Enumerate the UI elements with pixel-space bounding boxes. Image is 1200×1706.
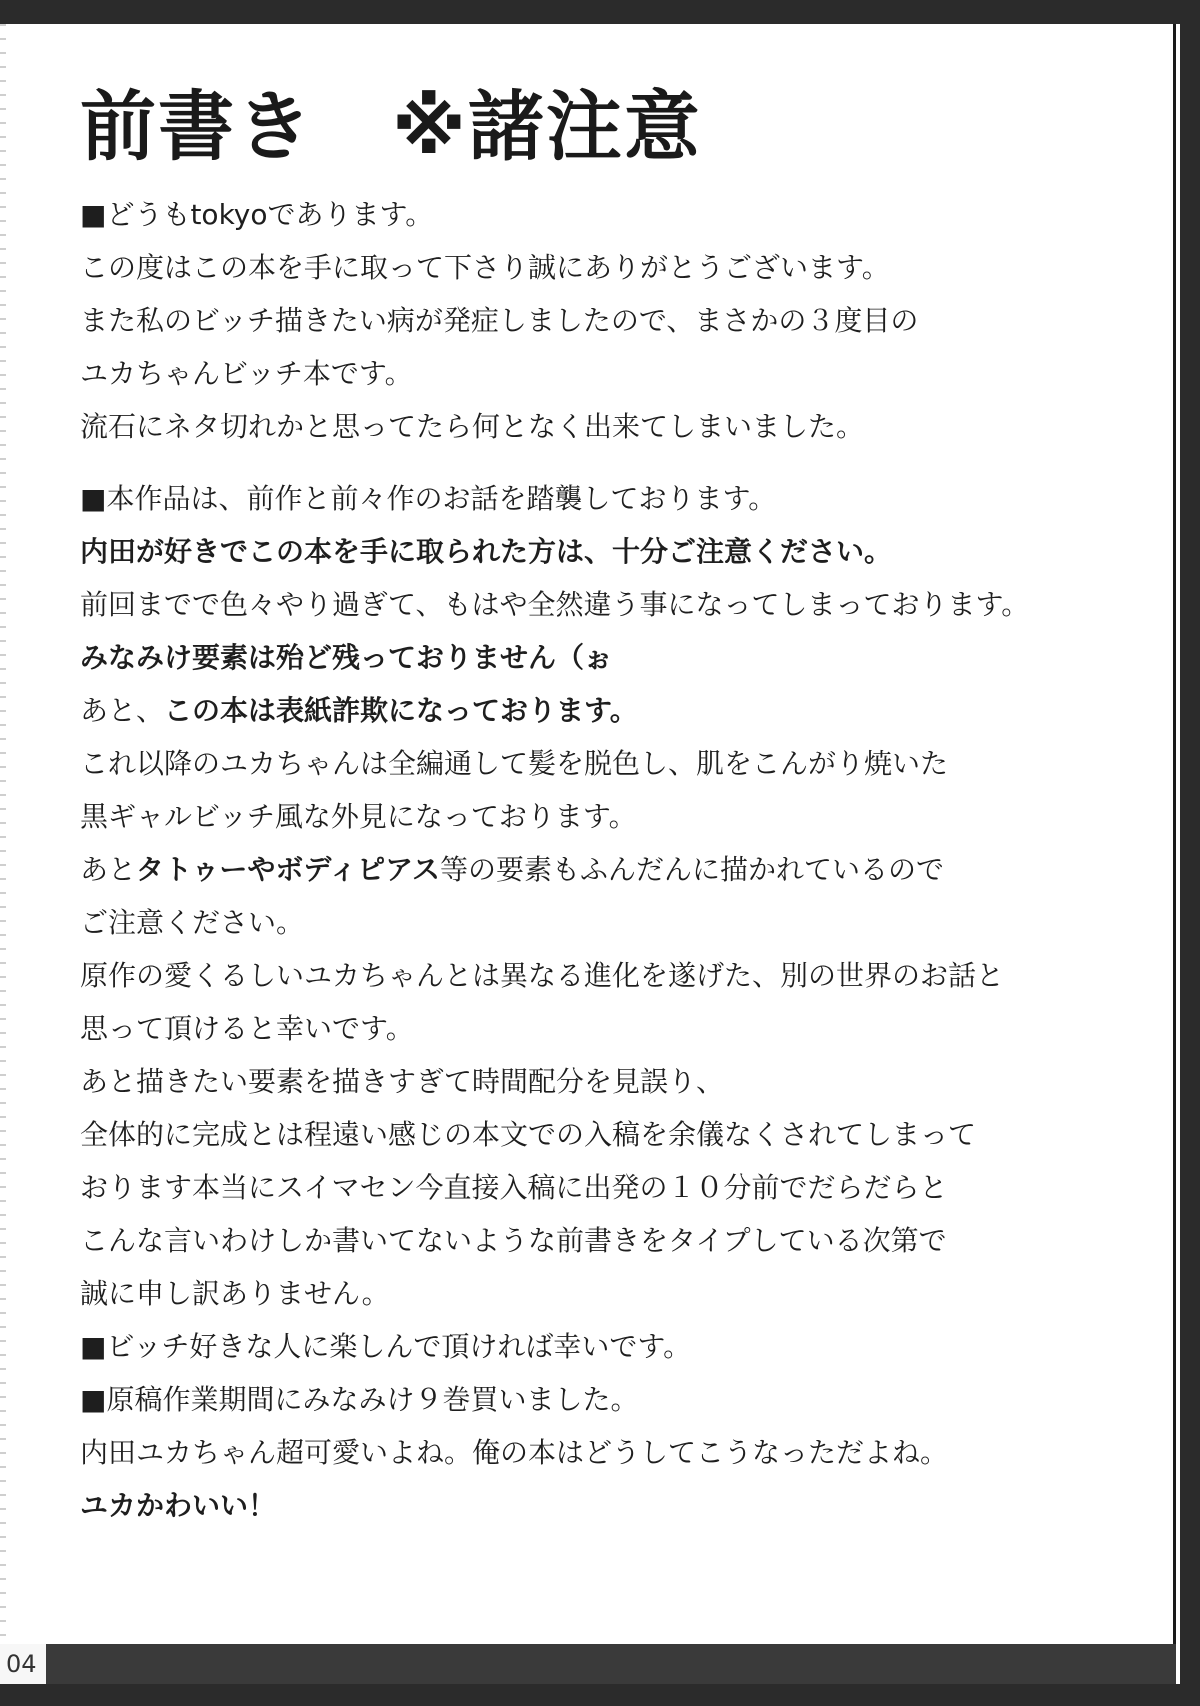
emphasis-text: この本は表紙詐欺になっております。	[164, 694, 638, 727]
text-segment: 前回までで色々やり過ぎて、もはや全然違う事になってしまっております。	[80, 588, 1030, 621]
text-line	[80, 949, 1140, 1002]
text-line	[80, 241, 1140, 294]
text-line	[80, 294, 1140, 347]
text-line	[80, 843, 1140, 896]
paragraph-gap	[80, 453, 1140, 472]
text-line	[80, 1373, 1140, 1426]
page-number: 04	[6, 1650, 37, 1678]
text-segment: 思って頂けると幸いです。	[80, 1012, 414, 1045]
text-line	[80, 631, 1140, 684]
text-segment: ■原稿作業期間にみなみけ９巻買いました。	[80, 1383, 639, 1416]
text-segment: 等の要素もふんだんに描かれているので	[439, 853, 944, 886]
text-line	[80, 525, 1140, 578]
text-segment: 黒ギャルビッチ風な外見になっております。	[80, 800, 637, 833]
scan-border-top	[0, 0, 1200, 24]
text-line	[80, 1320, 1140, 1373]
text-segment: この度はこの本を手に取って下さり誠にありがとうございます。	[80, 251, 890, 284]
text-line	[80, 1002, 1140, 1055]
scan-border-bottom	[0, 1684, 1200, 1706]
text-line	[80, 684, 1140, 737]
text-segment: 原作の愛くるしいユカちゃんとは異なる進化を遂げた、別の世界のお話と	[80, 959, 1005, 992]
text-segment: ご注意ください。	[80, 906, 305, 939]
scan-border-right	[1180, 0, 1200, 1706]
text-line	[80, 347, 1140, 400]
text-segment: ■ビッチ好きな人に楽しんで頂ければ幸いです。	[80, 1330, 692, 1363]
emphasis-text: ユカかわいい！	[80, 1489, 277, 1522]
text-segment: 全体的に完成とは程遠い感じの本文での入稿を余儀なくされてしまって	[80, 1118, 977, 1151]
text-segment: おります本当にスイマセン今直接入稿に出発の１０分前でだらだらと	[80, 1171, 948, 1204]
page-footer-band	[0, 1644, 1176, 1684]
text-line	[80, 790, 1140, 843]
text-segment: あと描きたい要素を描きすぎて時間配分を見誤り、	[80, 1065, 725, 1098]
text-segment: ■本作品は、前作と前々作のお話を踏襲しております。	[80, 482, 777, 515]
text-segment: ユカちゃんビッチ本です。	[80, 357, 413, 390]
text-segment: 流石にネタ切れかと思ってたら何となく出来てしまいました。	[80, 410, 865, 443]
text-line	[80, 1426, 1140, 1479]
text-segment: 誠に申し訳ありません。	[80, 1277, 390, 1310]
text-segment: これ以降のユカちゃんは全編通して髪を脱色し、肌をこんがり焼いた	[80, 747, 949, 780]
text-line	[80, 1214, 1140, 1267]
page-title: 前書き ※諸注意	[80, 82, 702, 171]
text-line	[80, 737, 1140, 790]
text-line	[80, 188, 1140, 241]
text-segment: ■どうもtokyoであります。	[80, 198, 434, 231]
text-line	[80, 896, 1140, 949]
emphasis-text: みなみけ要素は殆ど残っておりません（ぉ	[80, 641, 613, 674]
text-segment: また私のビッチ描きたい病が発症しましたので、まさかの３度目の	[80, 304, 919, 337]
text-line	[80, 472, 1140, 525]
text-line	[80, 1267, 1140, 1320]
paragraph	[80, 188, 1140, 453]
text-line	[80, 1108, 1140, 1161]
text-line	[80, 578, 1140, 631]
text-segment: 内田ユカちゃん超可愛いよね。俺の本はどうしてこうなっただよね。	[80, 1436, 949, 1469]
body-text	[80, 188, 1140, 1532]
text-segment: あと、	[80, 694, 165, 727]
text-line	[80, 1055, 1140, 1108]
page-number-box	[0, 1644, 46, 1684]
text-line	[80, 1161, 1140, 1214]
text-segment: こんな言いわけしか書いてないような前書きをタイプしている次第で	[80, 1224, 947, 1257]
text-segment: あと	[80, 853, 137, 886]
emphasis-text: 内田が好きでこの本を手に取られた方は、十分ご注意ください。	[80, 535, 893, 568]
text-line	[80, 400, 1140, 453]
paragraph	[80, 472, 1140, 1532]
emphasis-text: タトゥーやボディピアス	[136, 853, 440, 886]
binding-edge	[0, 24, 6, 1660]
text-line	[80, 1479, 1140, 1532]
